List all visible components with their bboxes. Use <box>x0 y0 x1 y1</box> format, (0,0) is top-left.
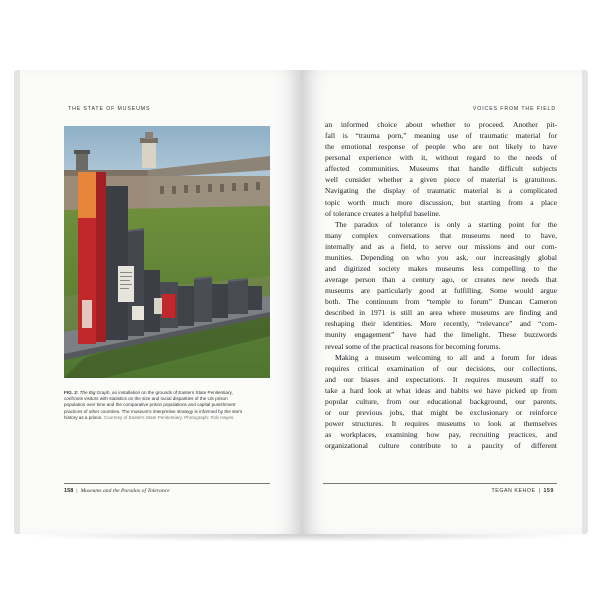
text-line: requires critical examination of our decisions, our collections, <box>325 363 557 373</box>
caption-line: population over time and the comparative prison populations and capital punishment <box>64 402 236 408</box>
text-line: as workplaces, examining how pay, recruiting practices, and <box>325 430 557 440</box>
left-folio <box>64 488 170 494</box>
caption-line: practices of other countries. The museum's interpretive strategy is informed by the site's <box>64 408 243 414</box>
right-footer-rule <box>323 483 557 484</box>
right-running-head: VOICES FROM THE FIELD <box>472 106 556 112</box>
caption-line: , an installation on the grounds of Eastern State Penitentiary, <box>109 390 233 395</box>
left-folio-title: Museums and the Paradox of Tolerance <box>80 488 170 494</box>
text-line: topic worth much more discussion, but starting from a place <box>325 197 557 207</box>
right-page-number: 159 <box>543 488 554 494</box>
text-line: munity engagement” have had the limelight. These buzzwords <box>325 330 557 340</box>
text-line: or our previous jobs, that might be exclusionary or reinforce <box>325 408 557 418</box>
text-line: and digitized society makes museums less compelling to the <box>325 264 557 274</box>
folio-separator: | <box>76 488 78 494</box>
folio-separator: | <box>538 488 541 494</box>
text-line: organizational culture contribute to a paucity of different <box>325 441 557 451</box>
figure-caption <box>64 390 270 421</box>
text-line: take a hard look at what ideas and habits we have picked up from <box>325 385 557 395</box>
text-line: the emotional response of people who are not likely to have <box>325 142 557 152</box>
caption-label: FIG. 2: <box>64 390 79 395</box>
caption-line: confronts visitors with statistics on the size and racial disparities of the US prison <box>64 396 228 402</box>
photo-credit: Courtesy of Eastern State Penitentiary. Photograph: Rob Hayes. <box>103 414 235 420</box>
left-running-head: THE STATE OF MUSEUMS <box>68 106 151 112</box>
text-line: museums are particularly good at fulfilling. Some would argue <box>325 286 557 296</box>
text-line: of tolerance creates a helpful baseline. <box>325 208 441 218</box>
text-line: both. The continuum from “temple to forum” Duncan Cameron <box>325 297 557 307</box>
caption-last-line <box>64 415 270 421</box>
big-graph-photo <box>64 126 270 378</box>
right-page <box>301 70 588 534</box>
left-page <box>14 70 301 534</box>
text-line: power structures. It requires museums to look at themselves <box>325 419 557 429</box>
text-line: The paradox of tolerance is only a starting point for the <box>335 219 557 229</box>
text-line: reshaping their identities. More recently, “relevance” and “com- <box>325 319 557 329</box>
text-line: an informed choice about whether to proceed. Another pit- <box>325 120 557 129</box>
body-text <box>325 119 557 451</box>
text-line: fall is “trauma porn,” meaning use of traumatic material for <box>325 131 557 141</box>
text-line: affected communities. Museums that handle difficult subjects <box>325 164 557 174</box>
text-line: Navigating the display of traumatic material is a complicated <box>325 186 557 196</box>
left-page-number: 158 <box>64 488 74 494</box>
text-line: internally and as a field, to serve our missions and our com- <box>325 241 557 251</box>
figure-photo <box>64 126 270 378</box>
text-line: Making a museum welcoming to all and a forum for ideas <box>335 352 557 362</box>
caption-title: The Big Graph <box>79 390 110 395</box>
left-footer-rule <box>64 483 270 484</box>
text-line: reveal some of the practical reasons for becoming forums. <box>325 341 501 351</box>
text-line: well consider whether a given piece of material is gratuitous. <box>325 175 557 185</box>
text-line: many complex conversations that museums need to have, <box>325 230 557 240</box>
right-folio-author: TEGAN KEHOE <box>491 488 536 494</box>
caption-line: history as a prison. <box>64 414 103 420</box>
text-line: average person than a century ago, or creates new needs that <box>325 275 557 285</box>
text-line: personal experience with it, without regard to the needs of <box>325 153 557 163</box>
text-line: described in 1971 is still an area where museums are finding and <box>325 308 557 318</box>
right-folio <box>492 488 555 494</box>
text-line: and our biases and expectations. It requires museum staff to <box>325 374 557 384</box>
text-line: popular culture, from our educational background, our parents, <box>325 396 557 406</box>
text-line: munities. Depending on who you ask, our increasingly global <box>325 252 557 262</box>
open-book <box>14 70 588 534</box>
